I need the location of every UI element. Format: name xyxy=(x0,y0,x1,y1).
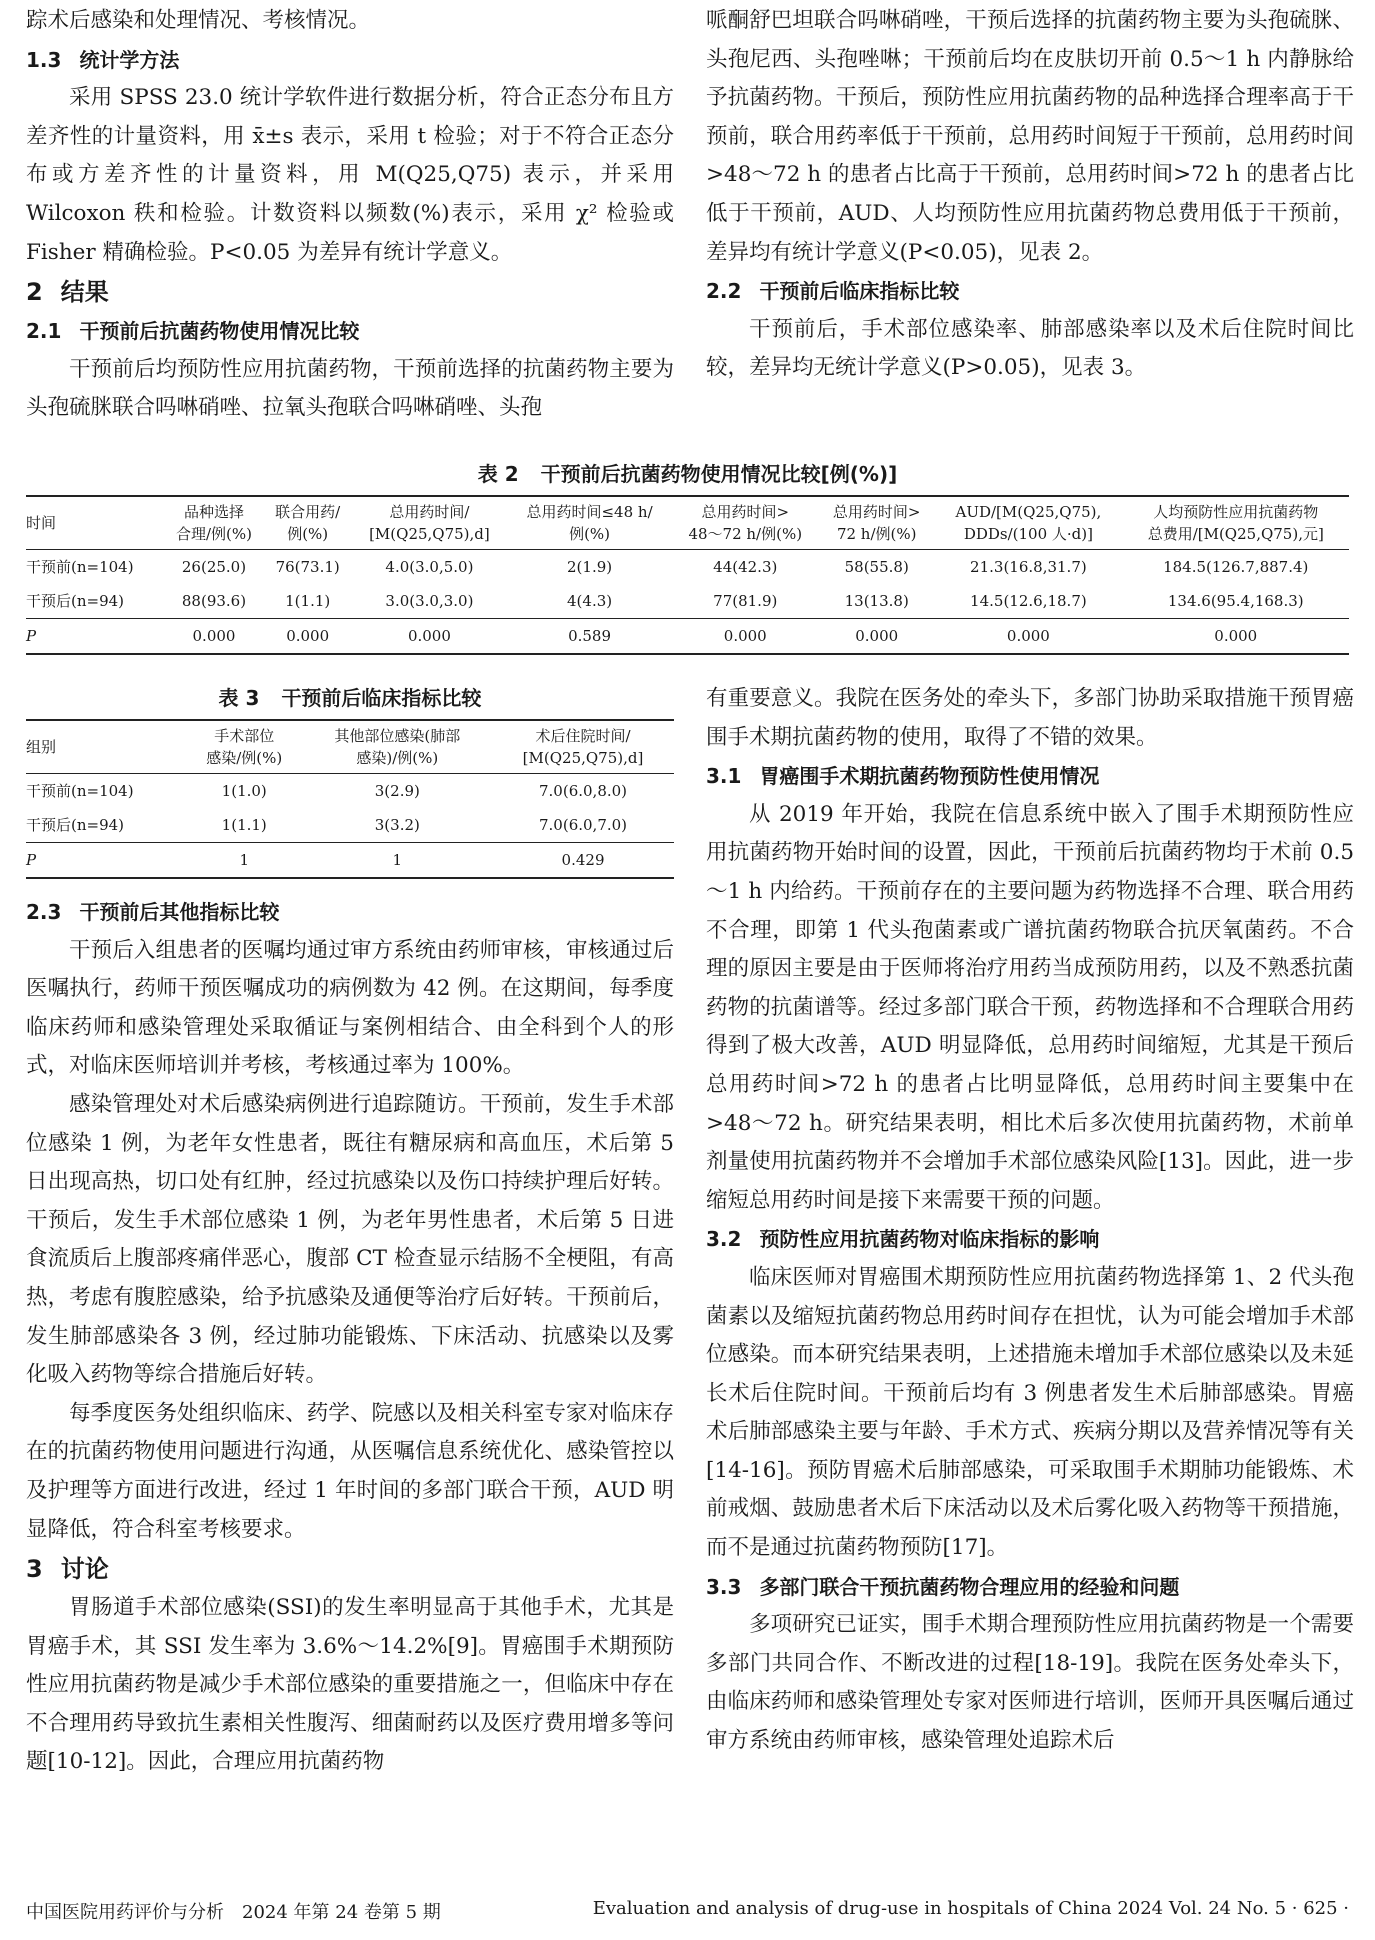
section-3-heading xyxy=(26,1549,674,1589)
table-row xyxy=(26,843,674,879)
table-cell: 0.589 xyxy=(508,619,672,655)
table-2 xyxy=(26,495,1349,655)
table-cell: P xyxy=(26,619,164,655)
table-cell: 2(1.9) xyxy=(567,558,613,576)
header-line: 总费用/[M(Q25,Q75),元] xyxy=(1147,525,1324,543)
table-cell: 7.0(6.0,8.0) xyxy=(539,782,628,800)
table-cell: 0.000 xyxy=(1123,619,1349,655)
header-line: 品种选择 xyxy=(183,503,244,521)
section-number: 2.2 xyxy=(706,279,742,304)
table-3-block xyxy=(26,682,674,879)
section-number: 2.1 xyxy=(26,319,62,344)
table-title: 干预前后抗菌药物使用情况比较[例(%)] xyxy=(540,462,898,486)
table-cell: 干预后(n=94) xyxy=(26,816,125,834)
section-2-3-heading xyxy=(26,893,674,932)
header-line: AUD/[M(Q25,Q75), xyxy=(955,503,1102,521)
header-line: 例(%) xyxy=(569,525,611,543)
header-line: 例(%) xyxy=(287,525,329,543)
table-header-cell xyxy=(492,720,674,774)
table-row xyxy=(26,619,1349,655)
section-2-1-heading xyxy=(26,312,674,351)
table-cell: 1 xyxy=(186,843,303,879)
table-cell: 184.5(126.7,887.4) xyxy=(1163,558,1309,576)
table-cell: 88(93.6) xyxy=(181,592,247,610)
table-header-cell xyxy=(819,496,934,550)
table-2-block xyxy=(26,458,1349,655)
table-cell: 0.000 xyxy=(164,619,265,655)
table-cell: 3.0(3.0,3.0) xyxy=(385,592,474,610)
section-number: 3 xyxy=(26,1555,43,1584)
paragraph-2-1: 干预前后均预防性应用抗菌药物，干预前选择的抗菌药物主要为头孢硫脒联合吗啉硝唑、拉氧头孢联合吗啉硝唑、头孢 xyxy=(26,356,674,421)
section-title: 干预前后其他指标比较 xyxy=(79,900,280,924)
section-title: 多部门联合干预抗菌药物合理应用的经验和问题 xyxy=(759,1574,1180,1599)
paragraph-3-1: 从 2019 年开始，我院在信息系统中嵌入了围手术期预防性应用抗菌药物开始时间的设置，因此，干预前后抗菌药物均于术前 0.5～1 h 内给药。干预前存在的主要问题为药物选择不合理、联合用药不合理，即第 1 代头孢菌素或广谱抗菌药物联合抗厌氧菌药。不合理的原因主要是由于医师将治疗用药当成预防用药，以及不熟悉抗菌药物的抗菌谱等。经过多部门联合干预，药物选择和不合理联合用药得到了极大改善，AUD 明显降低，总用药时间缩短，尤其是干预后总用药时间>72 h 的患者占比明显降低，总用药时间主要集中在>48～72 h。研究结果表明，相比术后多次使用抗菌药物，术前单剂量使用抗菌药物并不会增加手术部位感染风险[13]。因此，进一步缩短总用药时间是接下来需要干预的问题。 xyxy=(706,801,1354,1213)
table-cell: 14.5(12.6,18.7) xyxy=(970,592,1087,610)
header-line: [M(Q25,Q75),d] xyxy=(369,525,490,543)
paragraph-3-3: 多项研究已证实，围手术期合理预防性应用抗菌药物是一个需要多部门共同合作、不断改进的过程[18-19]。我院在医务处牵头下，由临床药师和感染管理处专家对医师进行培训，医师开具医嘱后通过审方系统由药师审核，感染管理处追踪术后 xyxy=(706,1612,1354,1754)
section-title: 结果 xyxy=(60,278,109,307)
section-number: 3.3 xyxy=(706,1574,742,1599)
table-row xyxy=(26,808,674,843)
section-title: 干预前后临床指标比较 xyxy=(759,279,960,304)
journal-issue-en: Evaluation and analysis of drug-use in hospitals of China 2024 Vol. 24 No. 5 · 625 · xyxy=(592,1898,1349,1919)
section-number: 3.1 xyxy=(706,764,742,789)
table-cell: 4.0(3.0,5.0) xyxy=(385,558,474,576)
table-header-row xyxy=(26,496,1349,550)
left-column-bottom xyxy=(26,893,674,1782)
header-line: 合理/例(%) xyxy=(175,525,252,543)
table-row xyxy=(26,550,1349,585)
header-line: 时间 xyxy=(26,514,57,532)
section-title: 胃癌围手术期抗菌药物预防性使用情况 xyxy=(759,764,1100,789)
section-1-3-heading xyxy=(26,41,674,80)
table-cell: 21.3(16.8,31.7) xyxy=(970,558,1087,576)
table-3-caption xyxy=(26,682,674,711)
table-row xyxy=(26,584,1349,619)
table-header-cell xyxy=(26,720,186,774)
table-cell: 26(25.0) xyxy=(181,558,247,576)
paragraph-2-3-a: 干预后入组患者的医嘱均通过审方系统由药师审核，审核通过后医嘱执行，药师干预医嘱成功的病例数为 42 例。在这期间，每季度临床药师和感染管理处采取循证与案例相结合、由全科到个人的形式，对临床医师培训并考核，考核通过率为 100%。 xyxy=(26,937,674,1079)
table-cell: 44(42.3) xyxy=(713,558,778,576)
table-cell: 干预前(n=104) xyxy=(26,782,134,800)
table-cell: 0.000 xyxy=(351,619,508,655)
table-cell: 76(73.1) xyxy=(275,558,340,576)
table-header-cell xyxy=(164,496,265,550)
header-line: [M(Q25,Q75),d] xyxy=(522,749,644,767)
section-2-heading xyxy=(26,272,674,312)
table-header-cell xyxy=(671,496,819,550)
section-number: 1.3 xyxy=(26,47,62,72)
header-line: 术后住院时间/ xyxy=(535,727,631,745)
section-title: 讨论 xyxy=(60,1555,109,1584)
left-column-top xyxy=(26,2,674,428)
table-cell: 0.429 xyxy=(492,843,674,879)
table-cell: 干预后(n=94) xyxy=(26,592,125,610)
table-cell: 58(55.8) xyxy=(844,558,909,576)
table-header-cell xyxy=(508,496,672,550)
table-cell: 干预前(n=104) xyxy=(26,558,134,576)
table-cell: 13(13.8) xyxy=(844,592,909,610)
right-column-bottom xyxy=(706,680,1354,1761)
section-number: 3.2 xyxy=(706,1227,742,1252)
section-3-3-heading xyxy=(706,1568,1354,1607)
header-line: 总用药时间≤48 h/ xyxy=(526,503,653,521)
section-3-2-heading xyxy=(706,1220,1354,1259)
paragraph-2-2: 干预前后，手术部位感染率、肺部感染率以及术后住院时间比较，差异均无统计学意义(P>0.05)，见表 3。 xyxy=(706,316,1354,381)
paragraph-2-3-c: 每季度医务处组织临床、药学、院感以及相关科室专家对临床存在的抗菌药物使用问题进行沟通，从医嘱信息系统优化、感染管控以及护理等方面进行改进，经过 1 年时间的多部门联合干预，AUD 明显降低，符合科室考核要求。 xyxy=(26,1400,674,1542)
table-header-cell xyxy=(1123,496,1349,550)
table-header-cell xyxy=(264,496,351,550)
table-title: 干预前后临床指标比较 xyxy=(281,686,482,710)
section-title: 预防性应用抗菌药物对临床指标的影响 xyxy=(759,1227,1100,1252)
header-line: 总用药时间/ xyxy=(389,503,470,521)
paragraph-3-continued: 有重要意义。我院在医务处的牵头下，多部门协助采取措施干预胃癌围手术期抗菌药物的使用，取得了不错的效果。 xyxy=(706,686,1354,750)
section-number: 2 xyxy=(26,278,43,307)
table-cell: 0.000 xyxy=(934,619,1122,655)
section-3-1-heading xyxy=(706,757,1354,796)
table-header-cell xyxy=(934,496,1122,550)
section-title: 统计学方法 xyxy=(79,47,180,72)
table-cell: 3(2.9) xyxy=(374,782,420,800)
table-header-row xyxy=(26,720,674,774)
table-header-cell xyxy=(186,720,303,774)
table-cell: 7.0(6.0,7.0) xyxy=(539,816,628,834)
table-cell: 1(1.1) xyxy=(221,816,267,834)
paragraph-3-2: 临床医师对胃癌围术期预防性应用抗菌药物选择第 1、2 代头孢菌素以及缩短抗菌药物总用药时间存在担忧，认为可能会增加手术部位感染。而本研究结果表明，上述措施未增加手术部位感染以及未延长术后住院时间。干预前后均有 3 例患者发生术后肺部感染。胃癌术后肺部感染主要与年龄、手术方式、疾病分期以及营养情况等有关[14-16]。预防胃癌术后肺部感染，可采取围手术期肺功能锻炼、术前戒烟、鼓励患者术后下床活动以及术后雾化吸入药物等干预措施，而不是通过抗菌药物预防[17]。 xyxy=(706,1264,1354,1561)
table-header-cell xyxy=(351,496,508,550)
paragraph-2-1-continued: 哌酮舒巴坦联合吗啉硝唑，干预后选择的抗菌药物主要为头孢硫脒、头孢尼西、头孢唑啉；干预前后均在皮肤切开前 0.5～1 h 内静脉给予抗菌药物。干预后，预防性应用抗菌药物的品种选择合理率高于干预前，联合用药率低于干预前，总用药时间短于干预前，总用药时间>48～72 h 的患者占比高于干预前，总用药时间>72 h 的患者占比低于干预前，AUD、人均预防性应用抗菌药物总费用低于干预前，差异均有统计学意义(P<0.05)，见表 2。 xyxy=(706,8,1354,265)
right-column-top xyxy=(706,2,1354,388)
table-label: 表 2 xyxy=(477,462,519,486)
table-cell: 0.000 xyxy=(264,619,351,655)
table-header-cell xyxy=(26,496,164,550)
table-cell: 1(1.1) xyxy=(285,592,331,610)
header-line: 人均预防性应用抗菌药物 xyxy=(1153,503,1319,521)
table-label: 表 3 xyxy=(218,686,260,710)
header-line: 联合用药/ xyxy=(275,503,341,521)
section-number: 2.3 xyxy=(26,900,62,924)
section-title: 干预前后抗菌药物使用情况比较 xyxy=(79,319,360,344)
header-line: DDDs/(100 人·d)] xyxy=(963,525,1093,543)
table-cell: 1 xyxy=(303,843,492,879)
table-cell: 0.000 xyxy=(671,619,819,655)
header-line: 其他部位感染(肺部 xyxy=(334,727,461,745)
header-line: 总用药时间> xyxy=(701,503,790,521)
table-3 xyxy=(26,719,674,879)
header-line: 感染/例(%) xyxy=(206,749,283,767)
paragraph-statistics: 采用 SPSS 23.0 统计学软件进行数据分析，符合正态分布且方差齐性的计量资料，用 x̄±s 表示，采用 t 检验；对于不符合正态分布或方差齐性的计量资料，用 M(Q25,Q75) 表示，并采用 Wilcoxon 秩和检验。计数资料以频数(%)表示，采用 χ² 检验或 Fisher 精确检验。P<0.05 为差异有统计学意义。 xyxy=(26,85,674,265)
header-line: 总用药时间> xyxy=(832,503,921,521)
table-cell: 4(4.3) xyxy=(567,592,613,610)
table-cell: 134.6(95.4,168.3) xyxy=(1167,592,1304,610)
journal-issue-cn: 中国医院用药评价与分析 2024 年第 24 卷第 5 期 xyxy=(26,1902,441,1923)
header-line: 48～72 h/例(%) xyxy=(688,525,803,543)
table-cell: 77(81.9) xyxy=(713,592,778,610)
header-line: 72 h/例(%) xyxy=(836,525,917,543)
header-line: 感染)/例(%) xyxy=(356,749,439,767)
table-header-cell xyxy=(303,720,492,774)
paragraph-continued: 踪术后感染和处理情况、考核情况。 xyxy=(26,8,371,33)
header-line: 手术部位 xyxy=(214,727,275,745)
table-cell: P xyxy=(26,843,186,879)
paragraph-3: 胃肠道手术部位感染(SSI)的发生率明显高于其他手术，尤其是胃癌手术，其 SSI 发生率为 3.6%～14.2%[9]。胃癌围手术期预防性应用抗菌药物是减少手术部位感染的重要措施之一，但临床中存在不合理用药导致抗生素相关性腹泻、细菌耐药以及医疗费用增多等问题[10-12]。因此，合理应用抗菌药物 xyxy=(26,1595,674,1775)
section-2-2-heading xyxy=(706,272,1354,311)
table-row xyxy=(26,774,674,809)
table-cell: 0.000 xyxy=(819,619,934,655)
paragraph-2-3-b: 感染管理处对术后感染病例进行追踪随访。干预前，发生手术部位感染 1 例，为老年女性患者，既往有糖尿病和高血压，术后第 5 日出现高热，切口处有红肿，经过抗感染以及伤口持续护理后好转。干预后，发生手术部位感染 1 例，为老年男性患者，术后第 5 日进食流质后上腹部疼痛伴恶心，腹部 CT 检查显示结肠不全梗阻，有高热，考虑有腹腔感染，给予抗感染及通便等治疗后好转。干预前后，发生肺部感染各 3 例，经过肺功能锻炼、下床活动、抗感染以及雾化吸入药物等综合措施后好转。 xyxy=(26,1091,674,1388)
table-cell: 3(3.2) xyxy=(374,816,420,834)
header-line: 组别 xyxy=(26,738,57,756)
table-2-caption xyxy=(26,458,1349,487)
table-cell: 1(1.0) xyxy=(221,782,267,800)
